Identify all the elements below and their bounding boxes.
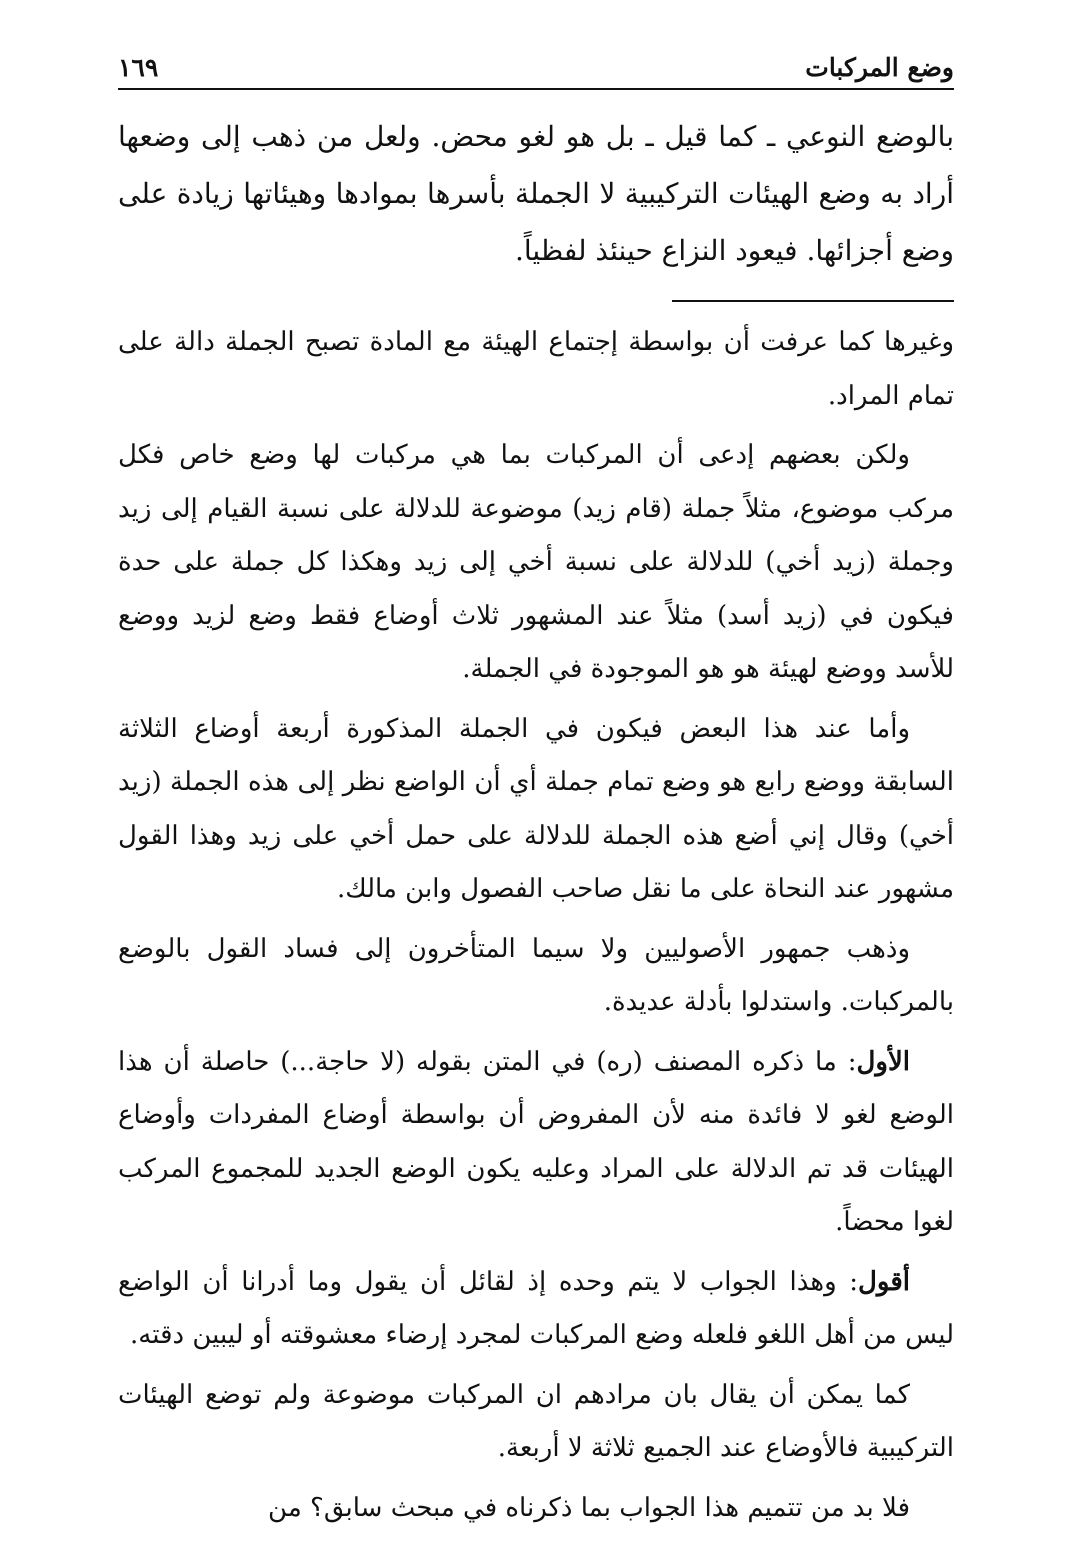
commentary (118, 316, 954, 1541)
commentary-paragraph (118, 1482, 954, 1536)
page-number: ١٦٩ (118, 53, 159, 82)
paragraph-text: وغيرها كما عرفت أن بواسطة إجتماع الهيئة مع المادة تصبح الجملة دالة على تمام المراد. (118, 327, 954, 411)
paragraph-text: ولكن بعضهم إدعى أن المركبات بما هي مركبات لها وضع خاص فكل مركب موضوع، مثلاً جملة (قام زيد) موضوعة للدلالة على نسبة القيام إلى زيد وجملة (زيد أخي) للدلالة على نسبة أخي إلى زيد وهكذا كل جملة على حدة فيكون في (زيد أسد) مثلاً عند المشهور ثلاث أوضاع فقط وضع لزيد ووضع للأسد ووضع لهيئة هو هو الموجودة في الجملة. (118, 440, 954, 684)
paragraph-text: : ما ذكره المصنف (ره) في المتن بقوله (لا حاجة...) حاصلة أن هذا الوضع لغو لا فائدة منه لأن المفروض أن بواسطة أوضاع المفردات وأوضاع الهيئات قد تم الدلالة على المراد وعليه يكون الوضع الجديد للمجموع المركب لغوا محضاً. (118, 1046, 954, 1237)
commentary-paragraph (118, 1036, 954, 1250)
paragraph-text: فلا بد من تتميم هذا الجواب بما ذكرناه في مبحث سابق؟ من (268, 1492, 910, 1523)
paragraph-text: وذهب جمهور الأصوليين ولا سيما المتأخرون إلى فساد القول بالوضع بالمركبات. واستدلوا بأدلة عديدة. (118, 933, 954, 1017)
commentary-paragraph (118, 1256, 954, 1363)
footnote-divider (672, 300, 954, 302)
running-title: وضع المركبات (805, 53, 954, 82)
commentary-paragraph (118, 703, 954, 917)
running-header (118, 38, 954, 90)
commentary-paragraph (118, 923, 954, 1030)
commentary-paragraph (118, 316, 954, 423)
main-paragraph: بالوضع النوعي ـ كما قيل ـ بل هو لغو محض. ولعل من ذهب إلى وضعها أراد به وضع الهيئات التركيبية لا الجملة بأسرها بموادها وهيئاتها زيادة على وضع أجزائها. فيعود النزاع حينئذ لفظياً. (118, 120, 954, 267)
paragraph-text: : وهذا الجواب لا يتم وحده إذ لقائل أن يقول وما أدرانا أن الواضع ليس من أهل اللغو فلعله وضع المركبات لمجرد إرضاء معشوقته أو ليبين دقته. (118, 1266, 954, 1350)
main-text (118, 108, 954, 279)
paragraph-lead: أقول (858, 1266, 910, 1297)
commentary-paragraph (118, 429, 954, 697)
paragraph-lead: الأول (856, 1046, 910, 1077)
commentary-paragraph (118, 1369, 954, 1476)
paragraph-text: وأما عند هذا البعض فيكون في الجملة المذكورة أربعة أوضاع الثلاثة السابقة ووضع رابع هو وضع تمام جملة أي أن الواضع نظر إلى هذه الجملة (زيد أخي) وقال إني أضع هذه الجملة للدلالة على حمل أخي على زيد وهذا القول مشهور عند النحاة على ما نقل صاحب الفصول وابن مالك. (118, 713, 954, 904)
paragraph-text: كما يمكن أن يقال بان مرادهم ان المركبات موضوعة ولم توضع الهيئات التركيبية فالأوضاع عند الجميع ثلاثة لا أربعة. (118, 1379, 954, 1463)
